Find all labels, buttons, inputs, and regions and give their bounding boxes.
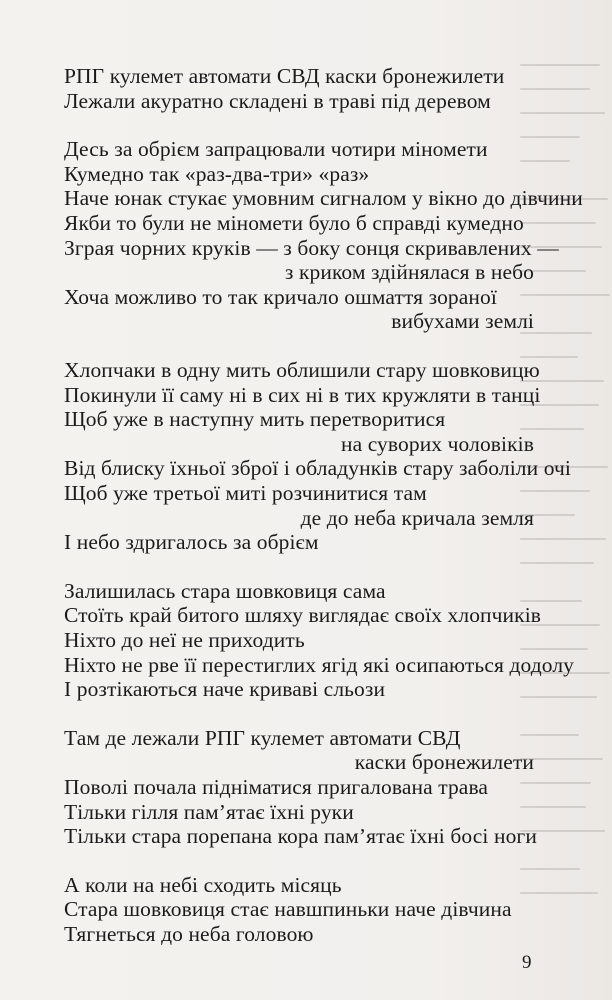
- poem-line: Залишилась стара шовковиця сама: [64, 578, 386, 603]
- poem-line: Там де лежали РПГ кулемет автомати СВД: [64, 725, 461, 750]
- bleed-line: [520, 294, 610, 296]
- poem-line: Кумедно так «раз-два-три» «раз»: [64, 161, 370, 186]
- poem-line: на суворих чоловіків: [340, 431, 534, 456]
- poem-line: Тільки стара порепана кора пам’ятає їхні босі ноги: [64, 824, 537, 849]
- bleed-line: [520, 648, 588, 650]
- bleed-line: [520, 222, 596, 224]
- poem-line: Стоїть край битого шляху виглядає своїх хлопчиків: [64, 603, 542, 628]
- poem-line: Якби то були не міномети було б справді кумедно: [64, 211, 524, 235]
- bleed-line: [520, 160, 570, 162]
- poem-line: РПГ кулемет автомати СВД каски бронежилети: [64, 64, 505, 88]
- poem-line: де до неба кричала земля: [300, 505, 534, 530]
- poem-line: Зграя чорних круків — з боку сонця скривавлених —: [64, 235, 559, 260]
- bleed-line: [520, 734, 579, 736]
- poem-line: Хлопчаки в одну мить облишили стару шовковицю: [64, 358, 540, 382]
- bleed-line: [520, 562, 594, 564]
- bleed-line: [520, 892, 598, 894]
- poem-line: Хоча можливо то так кричало ошмаття зораної: [64, 284, 497, 309]
- poem-line: Покинули її саму ні в сих ні в тих кружляти в танці: [64, 382, 541, 407]
- poem-line: Лежали акуратно складені в траві під деревом: [64, 88, 491, 113]
- bleed-line: [520, 64, 600, 66]
- poem-line: Щоб уже третьої миті розчинитися там: [64, 481, 427, 505]
- poem-line: Десь за обрієм запрацювали чотири міномети: [64, 137, 488, 162]
- poem-line: Ніхто не рве її перестиглих ягід які осипаються додолу: [64, 652, 574, 677]
- bleed-line: [520, 782, 591, 784]
- poem-line: Тягнеться до неба головою: [64, 922, 314, 946]
- poem-line: Щоб уже в наступну мить перетворитися: [64, 407, 446, 432]
- bleed-line: [520, 428, 584, 430]
- poem-line: Стара шовковиця стає навшпиньки наче дівчина: [64, 897, 512, 922]
- poem-line: каски бронежилети: [354, 750, 534, 775]
- poem-line: Ніхто до неї не приходить: [64, 628, 305, 652]
- poem-line: І розтікаються наче криваві сльози: [64, 677, 386, 702]
- poem-line: А коли на небі сходить місяць: [64, 872, 342, 897]
- poem-line: вибухами землі: [391, 309, 534, 334]
- poem-line: Тільки гілля пам’ятає їхні руки: [64, 799, 354, 824]
- bleed-line: [520, 88, 590, 90]
- page-number: 9: [522, 952, 532, 973]
- poem-line: Наче юнак стукає умовним сигналом у вікно до дівчини: [64, 186, 583, 211]
- bleed-line: [520, 806, 586, 808]
- bleed-line: [520, 696, 597, 698]
- poem-line: І небо здригалось за обрієм: [64, 530, 319, 555]
- poem-line: Поволі почала підніматися пригалована трава: [64, 775, 489, 799]
- bleed-line: [520, 868, 580, 870]
- poem-line: з криком здійнялася в небо: [284, 260, 534, 285]
- bleed-line: [520, 490, 590, 492]
- poem-line: Від блиску їхньої зброї і обладунків стару заболіли очі: [64, 456, 571, 481]
- bleed-line: [520, 538, 606, 540]
- bleed-line: [520, 112, 605, 114]
- bleed-line: [520, 136, 580, 138]
- bleed-line: [520, 600, 582, 602]
